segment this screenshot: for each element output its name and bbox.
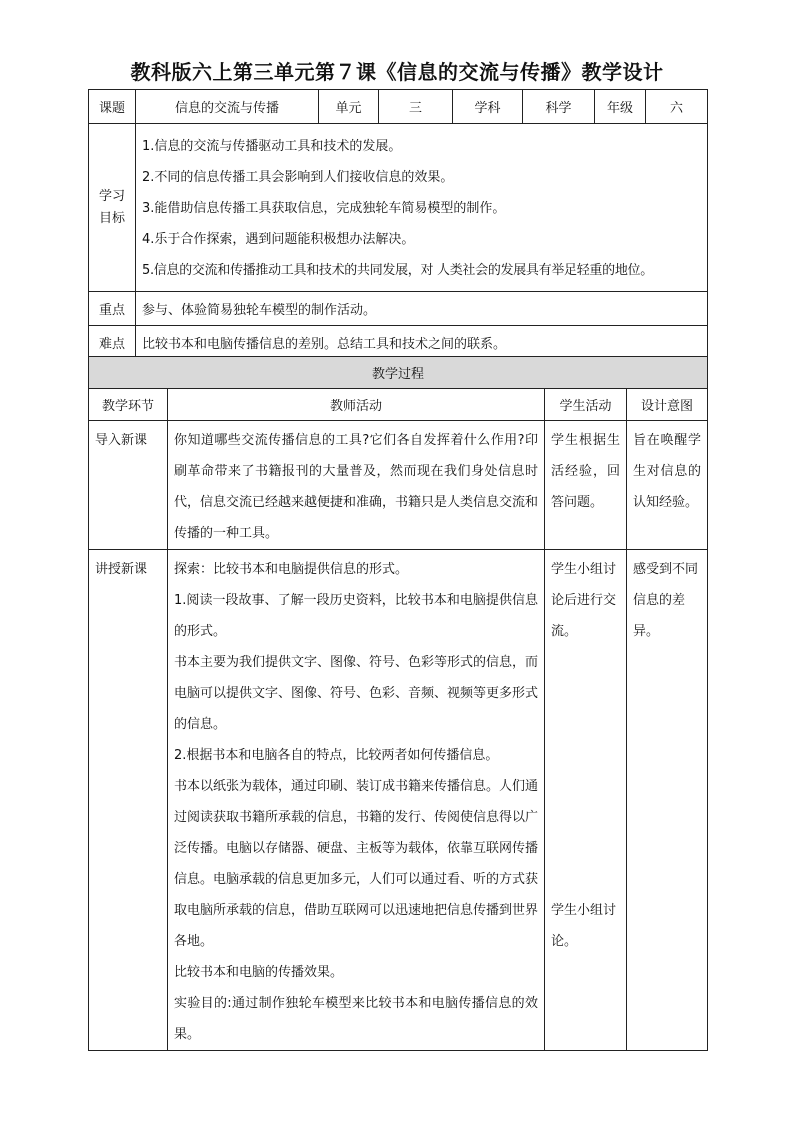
teacher-paragraph: 2.根据书本和电脑各自的特点，比较两者如何传播信息。 — [174, 748, 499, 763]
goal-item: 1.信息的交流与传播驱动工具和技术的发展。 — [142, 139, 402, 154]
student-spacer — [551, 647, 620, 895]
teach-student-1: 学生小组讨论后进行交流。 — [551, 562, 617, 639]
teacher-paragraph: 1.阅读一段故事、了解一段历史资料，比较书本和电脑提供信息的形式。 — [174, 593, 538, 639]
intro-intent: 旨在唤醒学生对信息的认知经验。 — [627, 421, 708, 550]
teacher-paragraph: 比较书本和电脑的传播效果。 — [174, 965, 344, 980]
page-title: 教科版六上第三单元第７课《信息的交流与传播》教学设计 — [130, 60, 664, 84]
goal-item: 3.能借助信息传播工具获取信息，完成独轮车简易模型的制作。 — [142, 201, 506, 216]
difficulty-label: 难点 — [89, 326, 136, 360]
goals-label — [89, 124, 136, 292]
teacher-paragraph: 书本主要为我们提供文字、图像、符号、色彩等形式的信息，而电脑可以提供文字、图像、符号、色彩、音频、视频等更多形式的信息。 — [174, 655, 539, 732]
intro-stage: 导入新课 — [89, 421, 168, 550]
header-stage: 教学环节 — [89, 389, 168, 421]
teacher-paragraph: 书本以纸张为载体，通过印刷、装订成书籍来传播信息。人们通过阅读获取书籍所承载的信息，书籍的发行、传阅使信息得以广泛传播。电脑以存储器、硬盘、主板等为载体，依靠互联网传播信息。电脑承载的信息更加多元，人们可以通过看、听的方式获取电脑所承载的信息，借助互联网可以迅速地把信息传播到世界各地。 — [174, 779, 539, 949]
header-student: 学生活动 — [545, 389, 627, 421]
topic-label: 课题 — [89, 90, 136, 124]
goals-label-line2: 目标 — [98, 210, 125, 226]
teaching-process-table — [88, 356, 708, 1051]
intro-teacher: 你知道哪些交流传播信息的工具?它们各自发挥着什么作用?印刷革命带来了书籍报刊的大量普及，然而现在我们身处信息时代，信息交流已经越来越便捷和准确，书籍只是人类信息交流和传播的一种工具。 — [168, 421, 545, 550]
teacher-paragraph: 实验目的:通过制作独轮车模型来比较书本和电脑传播信息的效果。 — [174, 996, 538, 1042]
difficulty-value: 比较书本和电脑传播信息的差别。总结工具和技术之间的联系。 — [136, 326, 708, 360]
intro-student: 学生根据生活经验，回答问题。 — [545, 421, 627, 550]
process-section-title: 教学过程 — [89, 357, 708, 389]
topic-value: 信息的交流与传播 — [136, 90, 319, 124]
teach-intent: 感受到不同信息的差异。 — [627, 550, 708, 1051]
header-teacher: 教师活动 — [168, 389, 545, 421]
focus-label: 重点 — [89, 292, 136, 326]
goal-item: 5.信息的交流和传播推动工具和技术的共同发展，对 人类社会的发展具有举足轻重的地位。 — [142, 263, 653, 278]
header-intent: 设计意图 — [627, 389, 708, 421]
teach-stage: 讲授新课 — [89, 550, 168, 1051]
unit-value: 三 — [379, 90, 453, 124]
goal-item: 2.不同的信息传播工具会影响到人们接收信息的效果。 — [142, 170, 454, 185]
grade-label: 年级 — [595, 90, 646, 124]
course-info-table — [88, 89, 708, 360]
focus-value: 参与、体验简易独轮车模型的制作活动。 — [136, 292, 708, 326]
goals-list — [136, 124, 708, 292]
teach-student — [545, 550, 627, 1051]
unit-label: 单元 — [319, 90, 379, 124]
teach-student-2: 学生小组讨论。 — [551, 903, 617, 949]
goal-item: 4.乐于合作探索，遇到问题能积极想办法解决。 — [142, 232, 415, 247]
teacher-paragraph: 探索：比较书本和电脑提供信息的形式。 — [174, 562, 409, 577]
subject-label: 学科 — [453, 90, 523, 124]
grade-value: 六 — [646, 90, 708, 124]
goals-label-line1: 学习 — [98, 188, 125, 204]
subject-value: 科学 — [523, 90, 595, 124]
teach-teacher — [168, 550, 545, 1051]
